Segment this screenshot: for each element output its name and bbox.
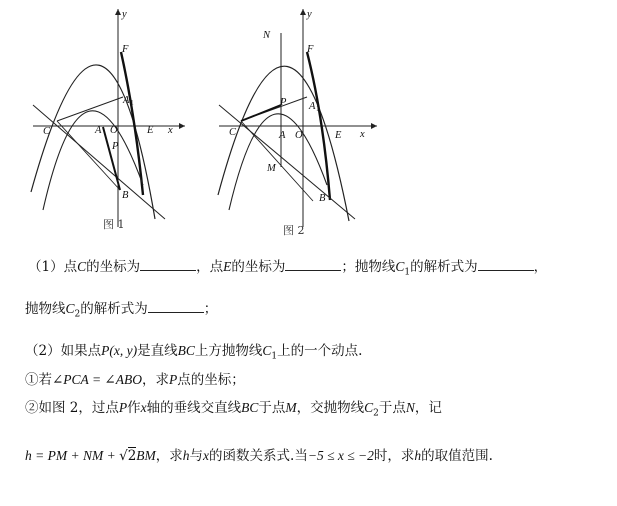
label-m: M — [267, 163, 276, 174]
text: （1）点 — [28, 259, 78, 275]
q1-line-2 — [25, 298, 217, 325]
answer-blank-c2[interactable] — [148, 298, 204, 313]
math-c1-sub: 1 — [404, 267, 411, 278]
text: ；抛物线 — [341, 259, 396, 275]
label-f: F — [307, 44, 314, 55]
label-p: P — [112, 141, 119, 152]
label-a1-sub: 1 — [316, 104, 320, 113]
math-p: P — [118, 400, 128, 415]
text: ①若 — [25, 372, 52, 388]
math-bc: BC — [241, 400, 259, 415]
math-range: −5 ≤ x ≤ −2 — [307, 448, 374, 463]
parabola-c1-bold-segment — [121, 52, 143, 195]
figure-2 — [215, 5, 390, 237]
line-cb — [219, 105, 355, 219]
text: 的坐标为 — [231, 259, 286, 275]
label-o: O — [110, 125, 118, 136]
label-a: A — [95, 125, 102, 136]
label-b: B — [319, 193, 326, 204]
math-c2: C — [65, 301, 75, 316]
text: 是直线 — [137, 343, 178, 359]
label-a1: A — [309, 101, 316, 112]
math-c1: C — [262, 343, 272, 358]
text: 时，求 — [373, 448, 415, 464]
math-c1: C — [395, 259, 405, 274]
math-bc: BC — [177, 343, 195, 358]
text: ， — [533, 259, 548, 275]
label-p: P — [280, 97, 287, 108]
label-f: F — [122, 44, 129, 55]
math-e: E — [223, 259, 232, 274]
math-x: x — [140, 400, 147, 415]
x-axis-arrow — [371, 123, 377, 129]
text: （2）如果点 — [25, 343, 102, 359]
text: ，求 — [155, 448, 183, 464]
text: 于点 — [378, 400, 406, 416]
label-y: y — [122, 9, 127, 20]
q2-intro — [25, 341, 362, 367]
math-h-expr: h = PM + NM + — [25, 448, 120, 463]
line-cb — [33, 105, 165, 219]
text: ，记 — [414, 400, 442, 416]
label-x: x — [360, 129, 365, 140]
answer-blank-c1[interactable] — [478, 256, 534, 271]
text: 与 — [189, 448, 204, 464]
math-n: N — [405, 400, 415, 415]
math-c1-sub: 1 — [271, 351, 278, 362]
label-c: C — [43, 126, 51, 137]
y-axis-arrow — [115, 9, 121, 15]
y-axis-arrow — [300, 9, 306, 15]
text: 抛物线 — [25, 301, 66, 317]
math-c: C — [77, 259, 87, 274]
text: 上方抛物线 — [194, 343, 263, 359]
math-c2: C — [364, 400, 374, 415]
text: ； — [203, 301, 218, 317]
text: 点的坐标； — [177, 372, 245, 388]
line-ca1 — [57, 97, 123, 121]
q2-part-2 — [25, 398, 442, 424]
math-h: h — [414, 448, 422, 463]
q2-part-1 — [25, 370, 245, 390]
answer-blank-c[interactable] — [140, 256, 196, 271]
math-c2-sub: 2 — [74, 309, 81, 320]
label-n: N — [263, 30, 271, 41]
math-p: P(x, y) — [101, 343, 138, 358]
math-m: M — [285, 400, 297, 415]
text: ，交抛物线 — [296, 400, 365, 416]
label-x: x — [168, 125, 173, 136]
q1-line-1 — [28, 256, 547, 283]
text: ，点 — [196, 259, 224, 275]
figure-2-graph — [215, 5, 390, 237]
text: 作 — [127, 400, 141, 416]
answer-blank-e[interactable] — [285, 256, 341, 271]
label-y: y — [307, 9, 312, 20]
figure-1-graph — [25, 5, 195, 237]
label-c: C — [229, 127, 237, 138]
math-c2-sub: 2 — [373, 408, 379, 419]
text: ，求 — [141, 372, 169, 388]
math-x: x — [203, 448, 210, 463]
figure-1 — [25, 5, 195, 237]
text: ②如图 2，过点 — [25, 400, 119, 416]
label-a1: A — [123, 95, 130, 106]
math-bm: BM — [136, 448, 156, 463]
math-p: P — [168, 372, 178, 387]
text: 于点 — [258, 400, 286, 416]
q2-formula-line — [25, 446, 493, 466]
figure-2-caption: 图 2 — [283, 224, 305, 237]
text: 的解析式为 — [410, 259, 478, 275]
label-o: O — [295, 130, 303, 141]
label-e: E — [147, 125, 154, 136]
math-angle: ∠PCA = ∠ABO — [52, 372, 142, 387]
label-a1-sub: 1 — [130, 98, 134, 107]
math-h: h — [182, 448, 190, 463]
text: 的解析式为 — [80, 301, 148, 317]
math-two: 2 — [127, 448, 137, 464]
math-sqrt: √ — [119, 448, 128, 464]
label-a: A — [279, 130, 286, 141]
text: 的函数关系式.当 — [209, 448, 308, 464]
text: 轴的垂线交直线 — [146, 400, 242, 416]
label-b: B — [122, 190, 129, 201]
x-axis-arrow — [179, 123, 185, 129]
label-e: E — [335, 130, 342, 141]
text: 的取值范围. — [421, 448, 493, 464]
figure-1-caption: 图 1 — [103, 218, 125, 231]
text: 的坐标为 — [86, 259, 141, 275]
text: 上的一个动点. — [277, 343, 363, 359]
